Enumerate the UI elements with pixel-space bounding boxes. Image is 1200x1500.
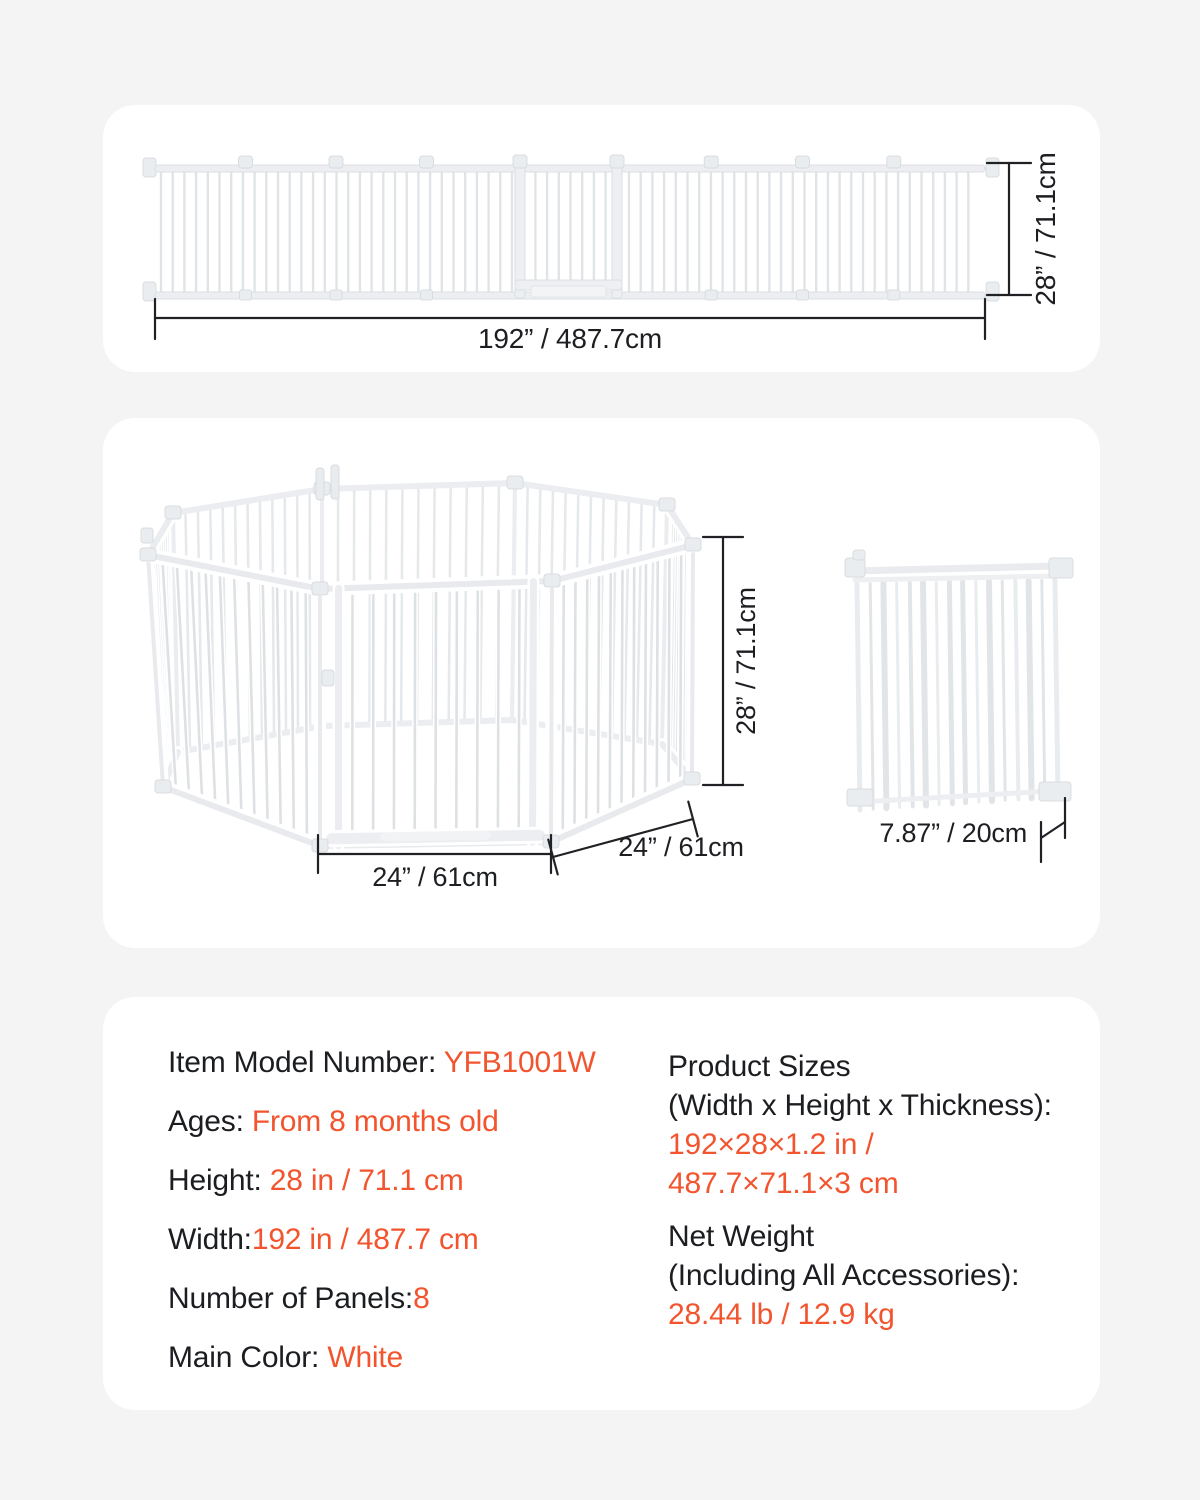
spec-product-sizes-subtitle: (Width x Height x Thickness):	[668, 1089, 1052, 1122]
spec-ages-label: Ages:	[168, 1105, 252, 1138]
spec-net-weight	[668, 1217, 1060, 1334]
folded-depth-dimension-label: 7.87” / 20cm	[879, 818, 1027, 848]
spec-product-sizes-title: Product Sizes	[668, 1050, 851, 1083]
specifications-card	[103, 997, 1100, 1410]
playpen-card	[103, 418, 1100, 948]
spec-net-weight-value: 28.44 lb / 12.9 kg	[668, 1298, 895, 1331]
spec-column-right	[668, 1047, 1060, 1410]
spec-net-weight-title: Net Weight	[668, 1220, 814, 1253]
spec-width-value: 192 in / 487.7 cm	[251, 1223, 479, 1256]
spec-height-label: Height:	[168, 1164, 270, 1197]
folded-panels-drawing	[845, 550, 1073, 810]
spec-product-sizes-value-inches: 192×28×1.2 in /	[668, 1128, 874, 1161]
spec-column-left	[168, 1047, 668, 1410]
gate-height-dimension-label: 28” / 71.1cm	[1030, 152, 1061, 306]
spec-model-number-value: YFB1001W	[443, 1046, 596, 1079]
playpen-drawing	[140, 465, 701, 852]
spec-main-color-value: White	[327, 1341, 404, 1374]
spec-model-number-label: Item Model Number:	[168, 1046, 444, 1079]
spec-panel-count-value: 8	[413, 1282, 430, 1315]
spec-main-color	[168, 1342, 668, 1373]
spec-product-sizes-value-cm: 487.7×71.1×3 cm	[668, 1167, 899, 1200]
spec-model-number	[168, 1047, 668, 1078]
spec-product-sizes	[668, 1047, 1060, 1203]
spec-height	[168, 1165, 668, 1196]
playpen-diagram	[103, 418, 1100, 948]
spec-net-weight-subtitle: (Including All Accessories):	[668, 1259, 1020, 1292]
spec-main-color-label: Main Color:	[168, 1341, 328, 1374]
extended-gate-drawing	[143, 155, 999, 301]
spec-width	[168, 1224, 668, 1255]
spec-panel-count	[168, 1283, 668, 1314]
spec-width-label: Width:	[168, 1223, 252, 1256]
spec-height-value: 28 in / 71.1 cm	[269, 1164, 464, 1197]
extended-gate-card	[103, 105, 1100, 372]
spec-ages-value: From 8 months old	[251, 1105, 499, 1138]
extended-gate-diagram	[103, 105, 1100, 372]
spec-panel-count-label: Number of Panels:	[168, 1282, 414, 1315]
gate-width-dimension-label: 192” / 487.7cm	[478, 323, 662, 354]
playpen-height-dimension-label: 28” / 71.1cm	[731, 587, 761, 735]
spec-ages	[168, 1106, 668, 1137]
playpen-side-width-dimension-label: 24” / 61cm	[618, 832, 744, 862]
playpen-front-width-dimension-label: 24” / 61cm	[372, 862, 498, 892]
